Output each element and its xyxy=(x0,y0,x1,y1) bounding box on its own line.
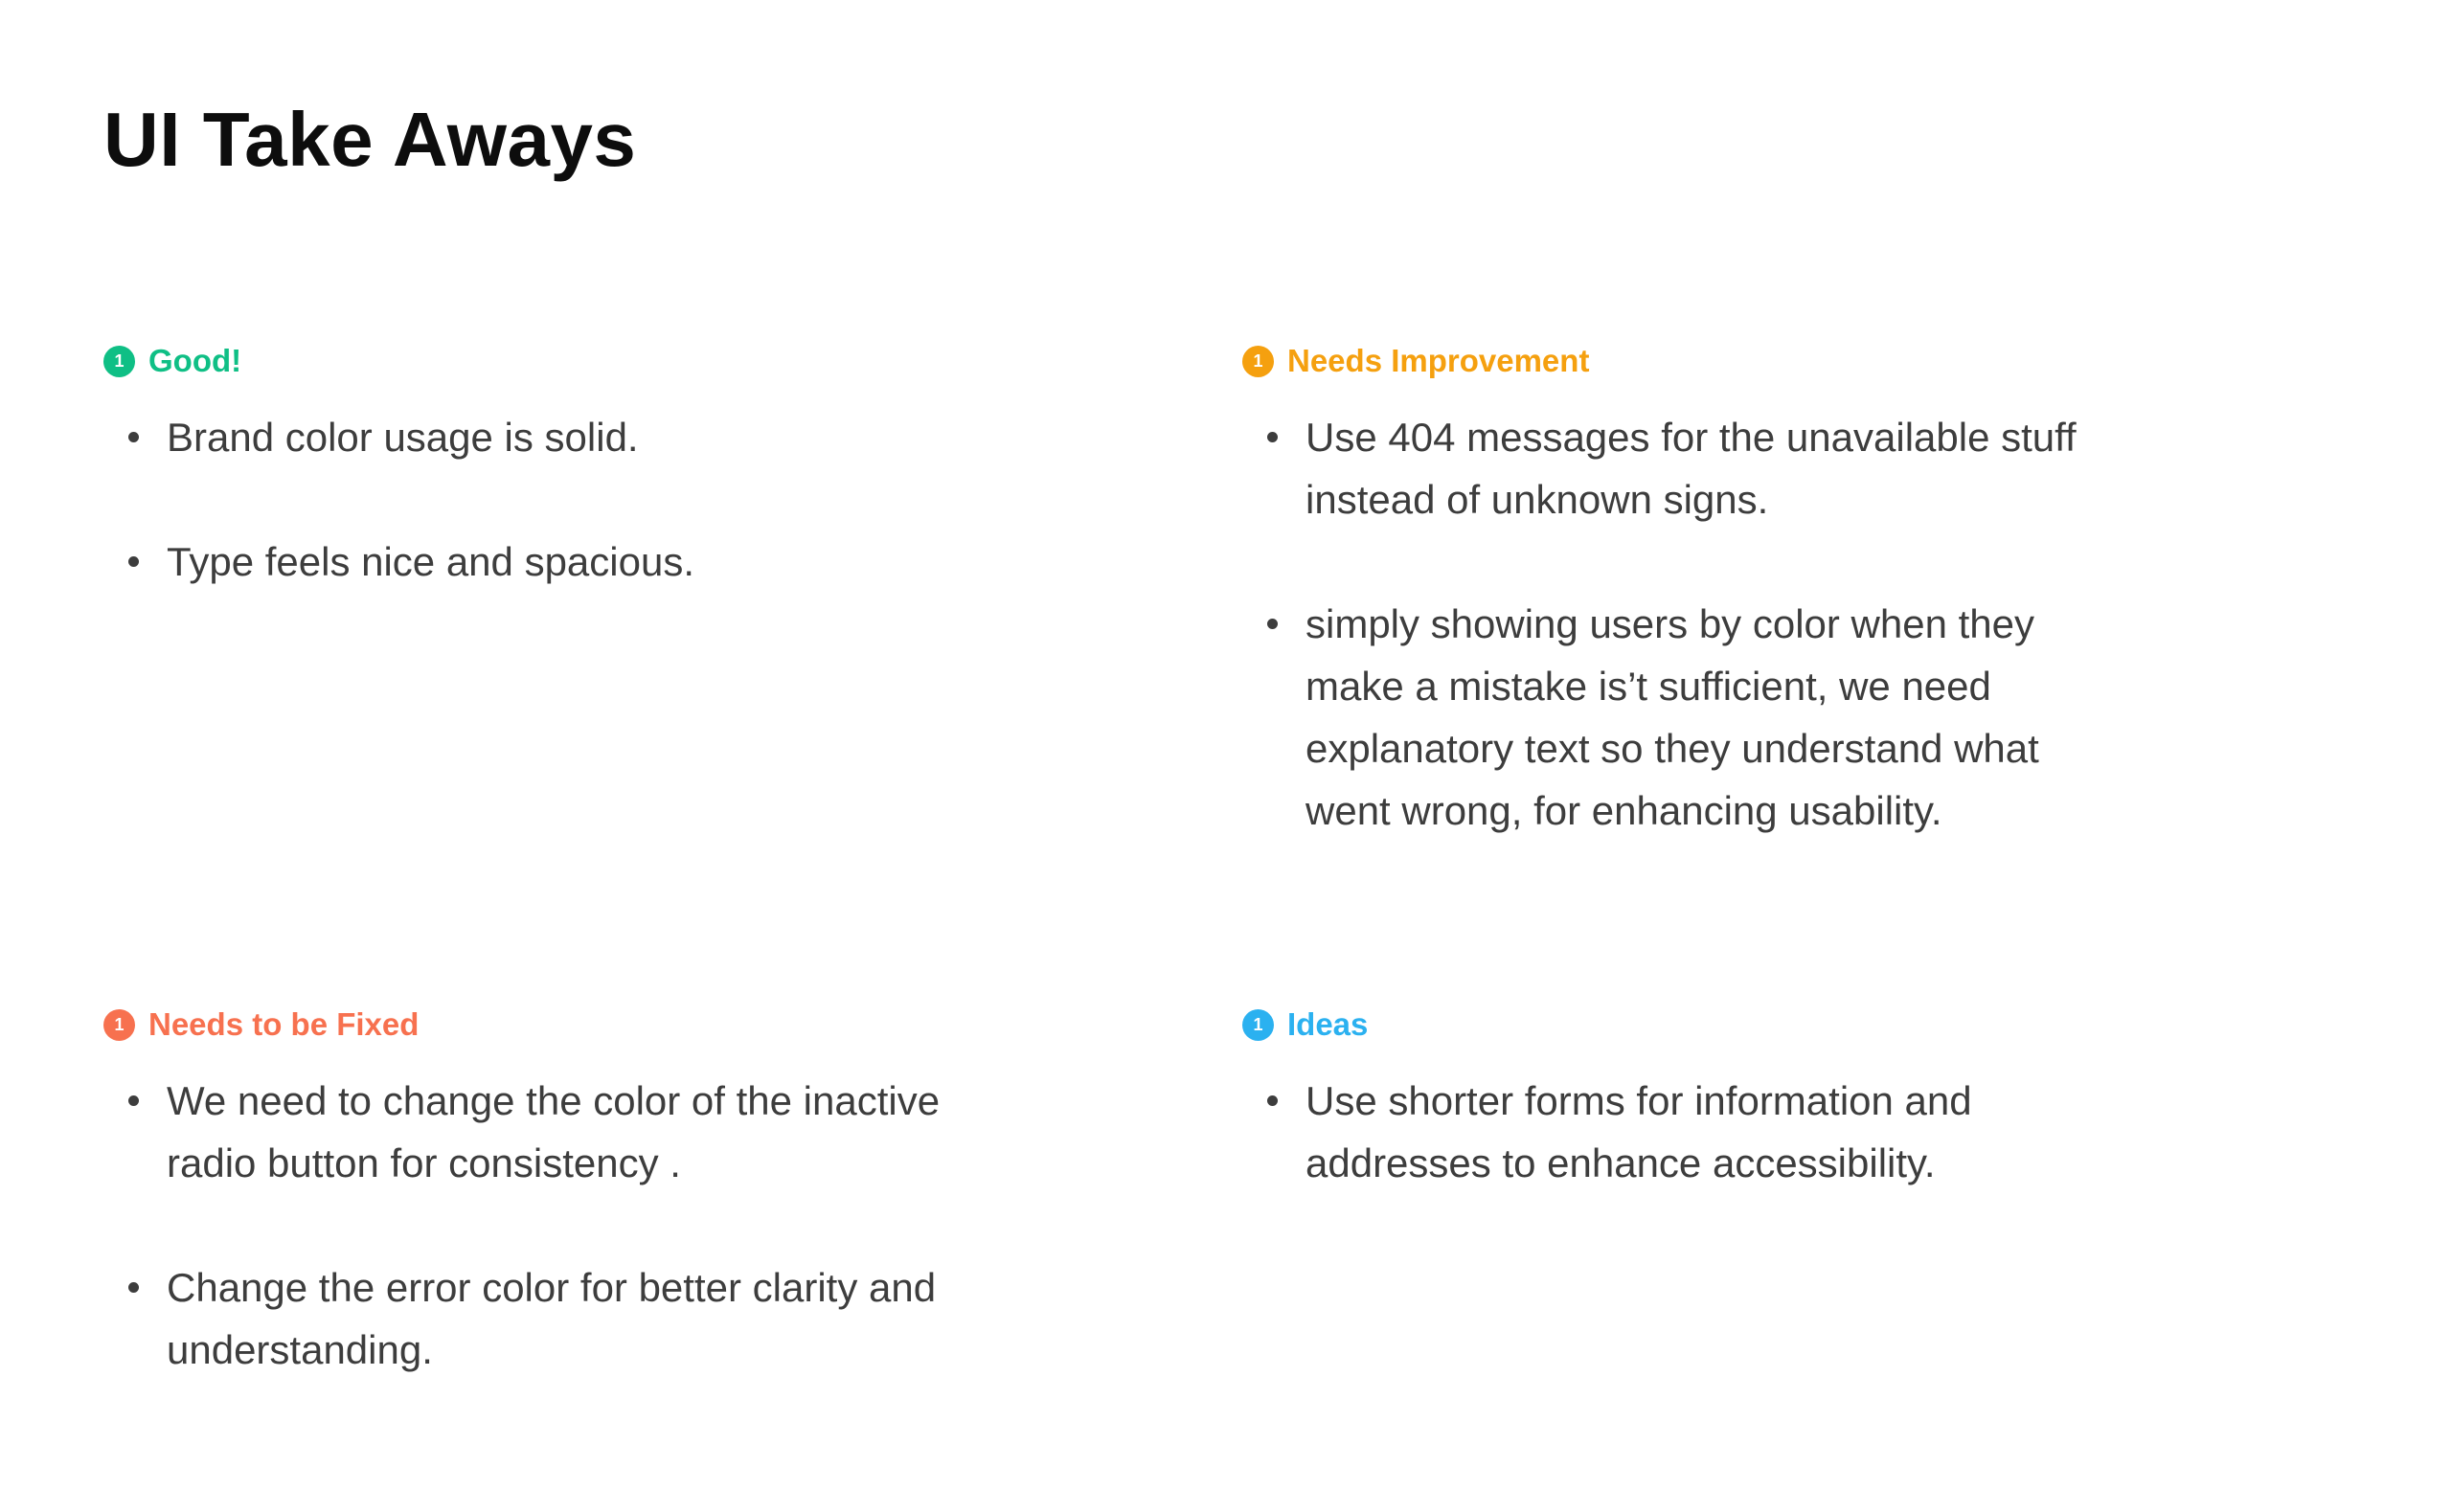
item-text: Type feels nice and spacious. xyxy=(167,539,695,584)
list-item xyxy=(1242,593,2162,842)
number-badge-icon: 1 xyxy=(1242,1009,1274,1041)
bullet-icon xyxy=(128,556,139,567)
section-header xyxy=(103,337,1023,385)
bullet-icon xyxy=(1267,432,1278,442)
bullet-icon xyxy=(128,1095,139,1106)
item-text: Brand color usage is solid. xyxy=(167,415,639,460)
section-good xyxy=(103,337,1023,593)
list-item xyxy=(103,530,1023,593)
section-needs-to-be-fixed xyxy=(103,1001,1023,1381)
section-needs-improvement xyxy=(1242,337,2181,842)
list-item xyxy=(1242,406,2162,530)
item-text: Use shorter forms for information and addresses to enhance accessibility. xyxy=(1305,1078,1972,1185)
bullet-list xyxy=(103,406,1023,593)
section-title: Ideas xyxy=(1287,1006,1369,1042)
bullet-icon xyxy=(128,1282,139,1293)
item-text: Use 404 messages for the unavailable stuff instead of unknown signs. xyxy=(1305,415,2077,522)
bullet-list xyxy=(1242,406,2162,842)
bullet-icon xyxy=(1267,619,1278,629)
list-item xyxy=(1242,1070,1989,1194)
section-title: Good! xyxy=(148,343,242,378)
list-item xyxy=(103,1256,985,1381)
list-item xyxy=(103,1070,985,1194)
bullet-icon xyxy=(128,432,139,442)
section-title: Needs Improvement xyxy=(1287,343,1590,378)
list-item xyxy=(103,406,1023,468)
number-badge-icon: 1 xyxy=(103,346,135,377)
section-header xyxy=(1242,337,2181,385)
number-badge-icon: 1 xyxy=(1242,346,1274,377)
section-title: Needs to be Fixed xyxy=(148,1006,420,1042)
item-text: simply showing users by color when they make a mistake is’t sufficient, we need explanatory text so they understand what went wrong, for enhancing usability. xyxy=(1305,601,2039,833)
section-header xyxy=(1242,1001,2181,1049)
item-text: We need to change the color of the inactive radio button for consistency . xyxy=(167,1078,941,1185)
section-ideas xyxy=(1242,1001,2181,1194)
item-text: Change the error color for better clarity and understanding. xyxy=(167,1265,937,1372)
section-header xyxy=(103,1001,1023,1049)
number-badge-icon: 1 xyxy=(103,1009,135,1041)
bullet-list xyxy=(103,1070,985,1381)
bullet-icon xyxy=(1267,1095,1278,1106)
page-title: UI Take Aways xyxy=(103,97,637,182)
bullet-list xyxy=(1242,1070,1989,1194)
